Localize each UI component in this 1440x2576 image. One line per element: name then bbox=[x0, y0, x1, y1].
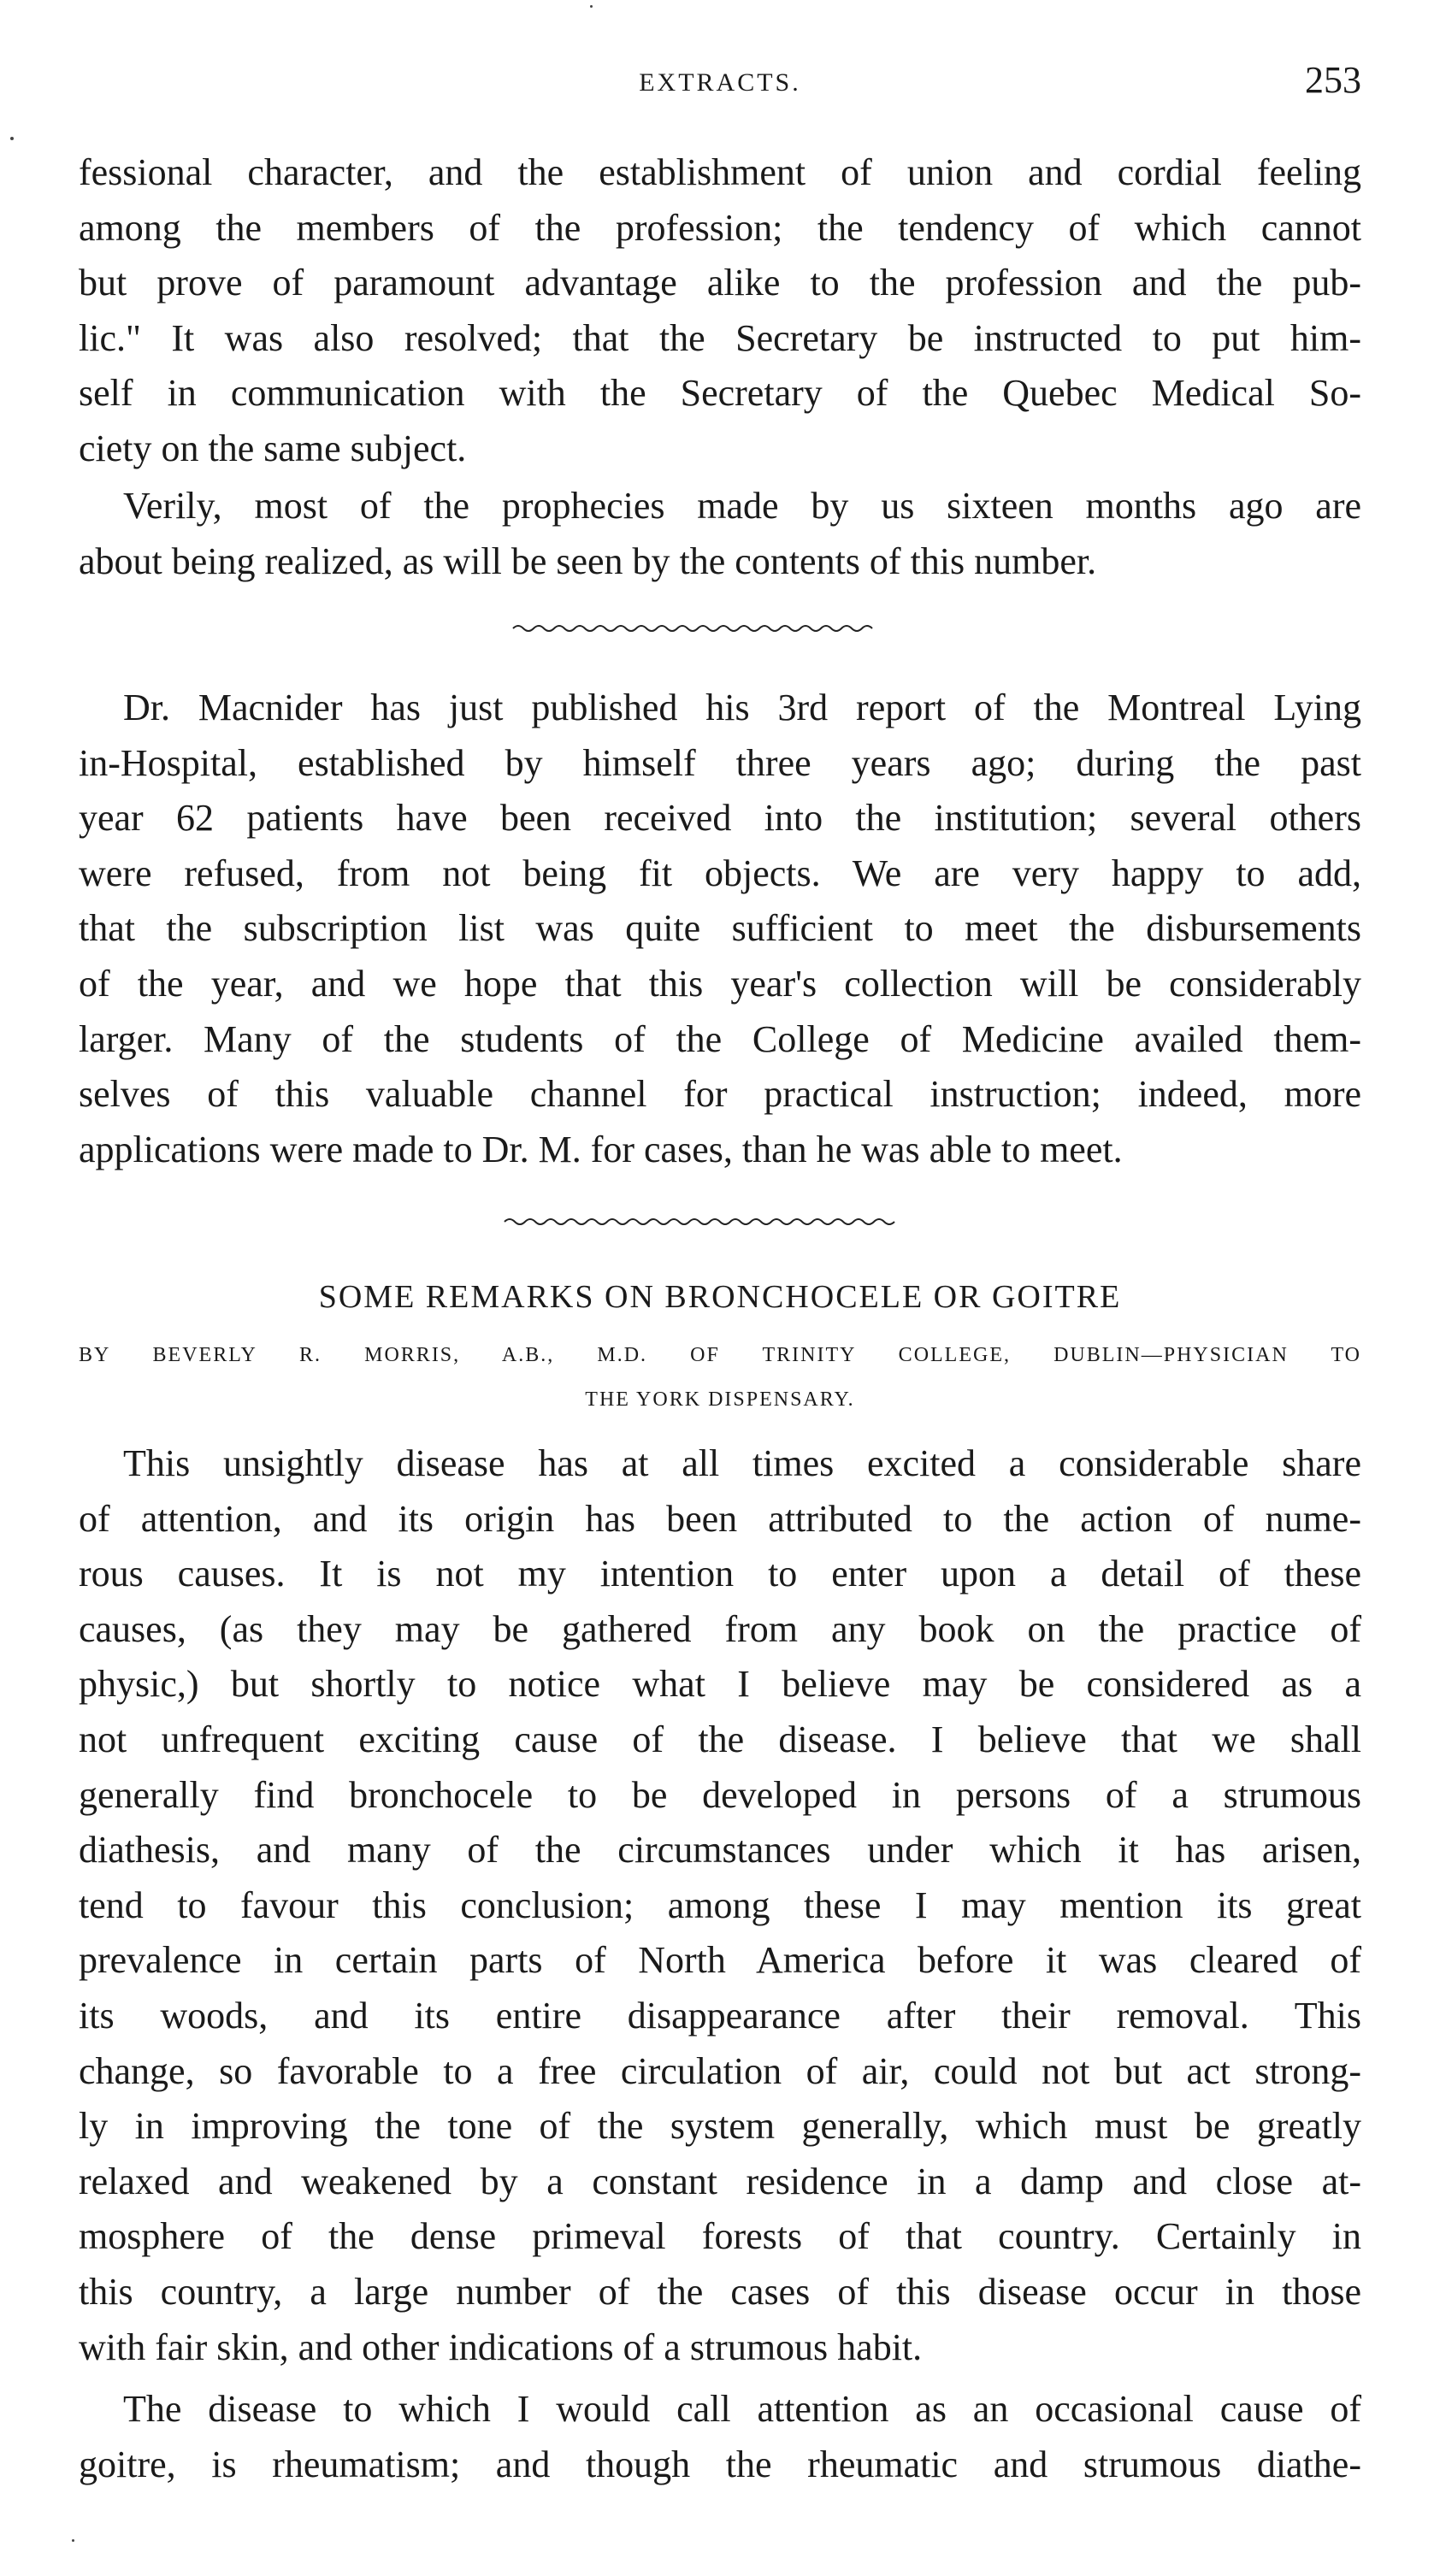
text-line: in-Hospital, established by himself three years ago; during the past bbox=[79, 741, 1361, 784]
text-line: among the members of the profession; the tendency of which cannot bbox=[79, 206, 1361, 249]
text-line: causes, (as they may be gathered from any book on the practice of bbox=[79, 1607, 1361, 1650]
text-line: mosphere of the dense primeval forests of that country. Certainly in bbox=[79, 2215, 1361, 2258]
text-line: This unsightly disease has at all times excited a considerable share bbox=[123, 1442, 1361, 1484]
text-line: this country, a large number of the cases of this disease occur in those bbox=[79, 2270, 1361, 2313]
text-line: self in communication with the Secretary of the Quebec Medical So- bbox=[79, 372, 1361, 415]
text-line: selves of this valuable channel for practical instruction; indeed, more bbox=[79, 1073, 1361, 1116]
text-line: diathesis, and many of the circumstances under which it has arisen, bbox=[79, 1829, 1361, 1872]
paragraph-goitre-intro bbox=[79, 1436, 1361, 2375]
article-byline: BY BEVERLY R. MORRIS, A.B., M.D. OF TRINITY COLLEGE, DUBLIN—PHYSICIAN TO bbox=[79, 1344, 1361, 1366]
paragraph-continuation bbox=[79, 145, 1361, 477]
text-line: change, so favorable to a free circulation of air, could not but act strong- bbox=[79, 2049, 1361, 2092]
text-line: were refused, from not being fit objects. We are very happy to add, bbox=[79, 852, 1361, 894]
print-speck bbox=[10, 137, 14, 140]
text-line: goitre, is rheumatism; and though the rheumatic and strumous diathe- bbox=[79, 2443, 1361, 2485]
text-line: lic." It was also resolved; that the Secretary be instructed to put him- bbox=[79, 316, 1361, 359]
text-line: tend to favour this conclusion; among these I may mention its great bbox=[79, 1883, 1361, 1926]
paragraph-lying-in-report bbox=[79, 681, 1361, 1177]
wavy-rule-divider bbox=[496, 1216, 906, 1228]
text-line: generally find bronchocele to be developed in persons of a strumous bbox=[79, 1773, 1361, 1816]
text-line: relaxed and weakened by a constant residence in a damp and close at- bbox=[79, 2160, 1361, 2202]
text-line: but prove of paramount advantage alike to the profession and the pub- bbox=[79, 262, 1361, 304]
text-line: of attention, and its origin has been attributed to the action of nume- bbox=[79, 1497, 1361, 1540]
article-title: SOME REMARKS ON BRONCHOCELE OR GOITRE bbox=[318, 1279, 1122, 1315]
text-line: Verily, most of the prophecies made by us sixteen months ago are bbox=[123, 485, 1361, 527]
text-line: its woods, and its entire disappearance after their removal. This bbox=[79, 1994, 1361, 2037]
text-line: of the year, and we hope that this year's collection will be considerably bbox=[79, 962, 1361, 1005]
text-line: The disease to which I would call attention as an occasional cause of bbox=[123, 2388, 1361, 2430]
paragraph-rheumatism bbox=[79, 2382, 1361, 2492]
running-head bbox=[79, 58, 1361, 109]
article-byline-continued: THE YORK DISPENSARY. bbox=[585, 1388, 855, 1411]
print-speck bbox=[590, 5, 593, 8]
text-line: that the subscription list was quite sufficient to meet the disbursements bbox=[79, 907, 1361, 950]
text-line: larger. Many of the students of the College of Medicine availed them- bbox=[79, 1017, 1361, 1060]
page-number: 253 bbox=[1305, 59, 1361, 101]
text-line: Dr. Macnider has just published his 3rd report of the Montreal Lying bbox=[123, 687, 1361, 728]
text-line: fessional character, and the establishment of union and cordial feeling bbox=[79, 151, 1361, 193]
text-line: about being realized, as will be seen by the contents of this number. bbox=[79, 539, 1097, 582]
text-line: with fair skin, and other indications of a strumous habit. bbox=[79, 2325, 923, 2368]
text-line: prevalence in certain parts of North America before it was cleared of bbox=[79, 1939, 1361, 1982]
text-line: rous causes. It is not my intention to enter upon a detail of these bbox=[79, 1553, 1361, 1595]
print-speck bbox=[72, 2539, 74, 2542]
text-line: ly in improving the tone of the system generally, which must be greatly bbox=[79, 2105, 1361, 2148]
paragraph-prophecies bbox=[79, 479, 1361, 589]
text-line: physic,) but shortly to notice what I believe may be considered as a bbox=[79, 1663, 1361, 1706]
text-line: not unfrequent exciting cause of the disease. I believe that we shall bbox=[79, 1718, 1361, 1760]
wavy-rule-divider bbox=[496, 622, 906, 634]
text-line: applications were made to Dr. M. for cases, than he was able to meet. bbox=[79, 1128, 1123, 1170]
running-title: EXTRACTS. bbox=[639, 68, 801, 97]
text-line: year 62 patients have been received into the institution; several others bbox=[79, 797, 1361, 840]
text-line: ciety on the same subject. bbox=[79, 427, 467, 469]
